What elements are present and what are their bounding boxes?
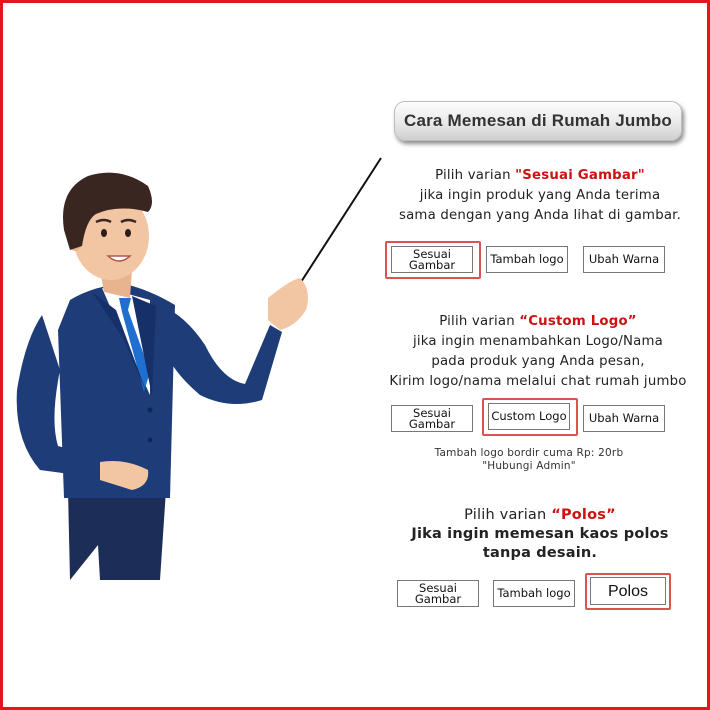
option-sesuai-gambar[interactable]: Sesuai Gambar	[397, 580, 479, 607]
option-tambah-logo[interactable]: Tambah logo	[486, 246, 568, 273]
option-sesuai-gambar[interactable]: Sesuai Gambar	[391, 246, 473, 273]
variant-name: "Sesuai Gambar"	[515, 168, 645, 183]
variant-name: “Polos”	[551, 507, 616, 523]
pointer-stick	[301, 158, 381, 282]
logo-note: Tambah logo bordir cuma Rp: 20rb "Hubungi Admin"	[434, 447, 624, 472]
option-polos[interactable]: Polos	[590, 577, 666, 605]
section-1-text: Pilih varian "Sesuai Gambar" jika ingin produk yang Anda terima sama dengan yang Anda lihat di gambar.	[398, 168, 682, 223]
section-3-text: Pilih varian “Polos” Jika ingin memesan kaos polos tanpa desain.	[411, 507, 669, 561]
option-custom-logo[interactable]: Custom Logo	[488, 403, 570, 430]
option-ubah-warna[interactable]: Ubah Warna	[583, 246, 665, 273]
option-sesuai-gambar[interactable]: Sesuai Gambar	[391, 405, 473, 432]
option-tambah-logo[interactable]: Tambah logo	[493, 580, 575, 607]
option-ubah-warna[interactable]: Ubah Warna	[583, 405, 665, 432]
variant-name: “Custom Logo”	[519, 314, 637, 329]
page-title: Cara Memesan di Rumah Jumbo	[394, 101, 682, 141]
section-2-text: Pilih varian “Custom Logo” jika ingin menambahkan Logo/Nama pada produk yang Anda pesan, Kirim logo/nama melalui chat rumah jumbo	[389, 314, 687, 389]
